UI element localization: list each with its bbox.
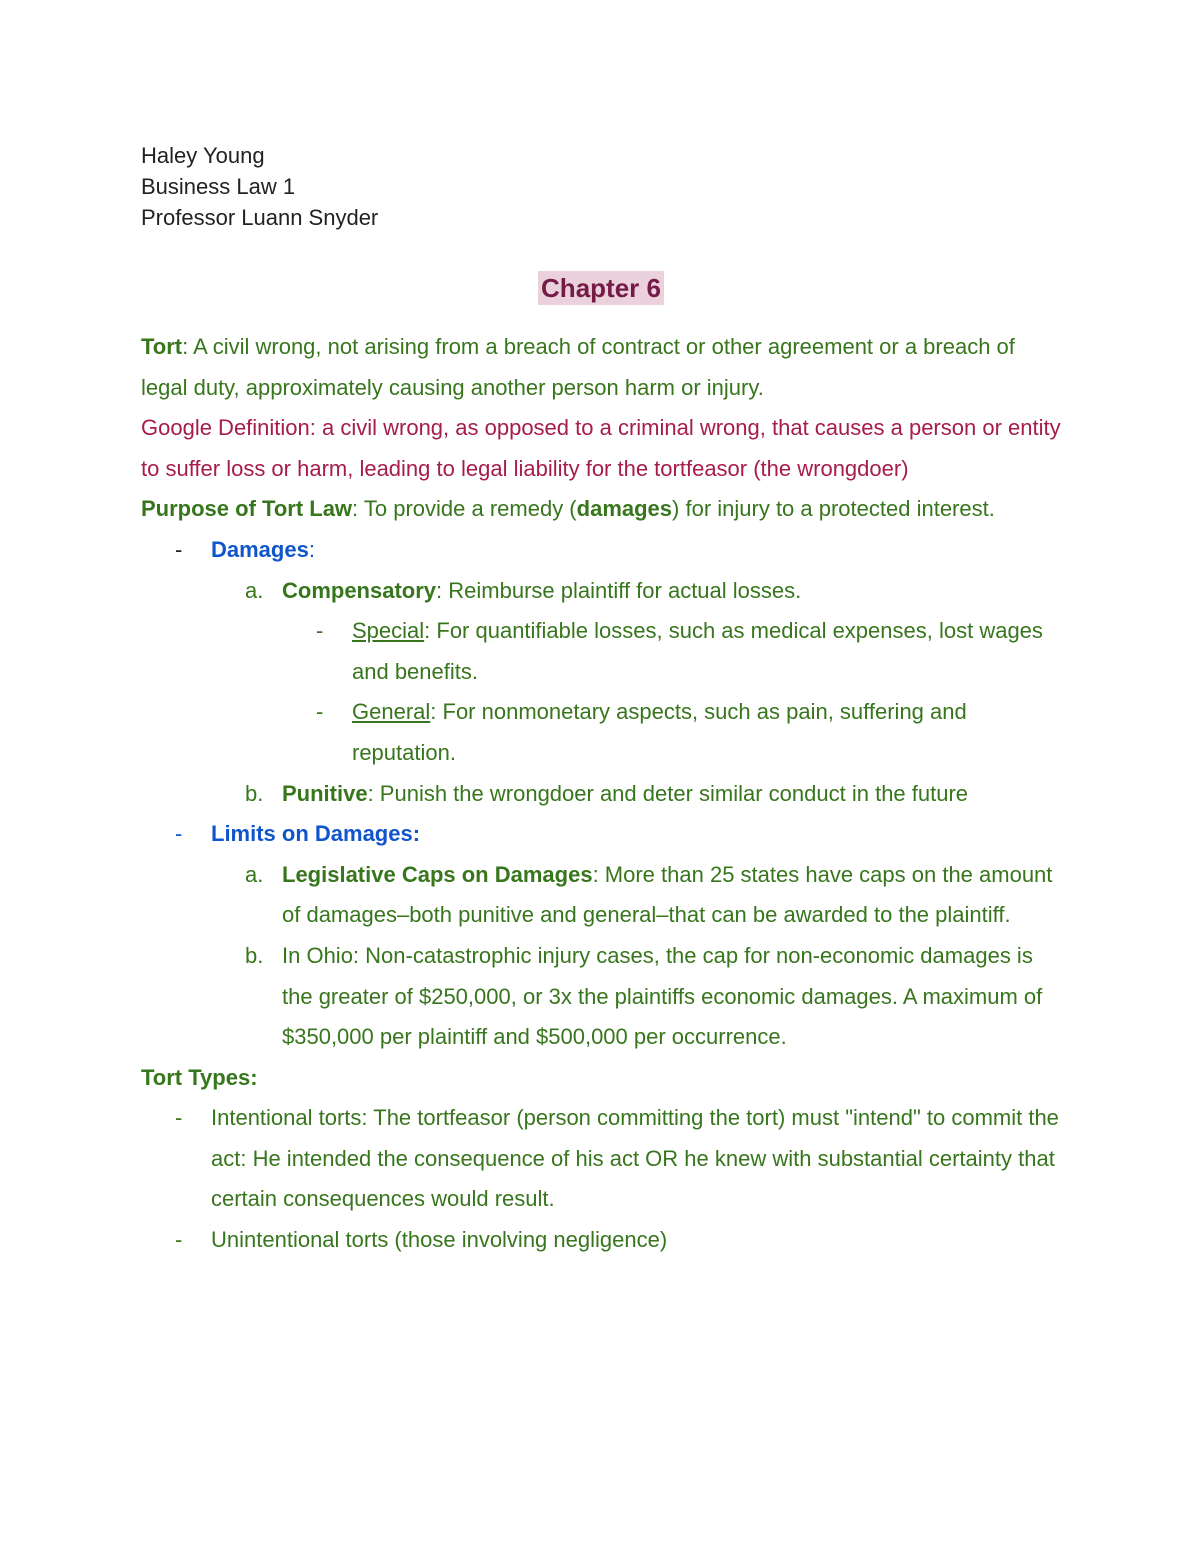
- unintentional-torts-text: Unintentional torts (those involving negligence): [211, 1227, 668, 1253]
- tort-types-title: Tort Types:: [141, 1064, 258, 1090]
- ohio-text: In Ohio: Non-catastrophic injury cases, the cap for non-economic damages is the greater of $250,000, or 3x the plaintiffs economic damages. A maximum of $350,000 per plaintiff and $500,000 per occurrence.: [282, 942, 1043, 1050]
- damages-item: [141, 530, 1061, 571]
- document-page: [141, 140, 1061, 1261]
- punitive-item: [141, 774, 1061, 815]
- special-term: Special: [352, 618, 425, 644]
- ohio-item: [141, 936, 1061, 1058]
- tort-text: : A civil wrong, not arising from a breach of contract or other agreement or a breach of legal duty, approximately causing another person harm or injury.: [141, 334, 1015, 400]
- student-name: Haley Young: [141, 143, 265, 168]
- tort-type-item: [141, 1098, 1061, 1220]
- bullet-marker: -: [175, 821, 183, 847]
- list-marker: a.: [245, 577, 264, 603]
- list-marker: b.: [245, 780, 264, 806]
- chapter-title-block: [141, 266, 1061, 312]
- purpose-bold-word: damages: [576, 496, 673, 522]
- damages-colon: :: [308, 536, 315, 562]
- punitive-text: : Punish the wrongdoer and deter similar conduct in the future: [367, 780, 969, 806]
- tort-types-heading: [141, 1058, 1061, 1099]
- tort-definition: [141, 327, 1061, 408]
- purpose-text-before: : To provide a remedy (: [352, 496, 577, 522]
- limits-heading: Limits on Damages:: [211, 821, 421, 847]
- professor-name: Professor Luann Snyder: [141, 205, 379, 230]
- purpose-of-tort-law: [141, 489, 1061, 530]
- bullet-marker: -: [316, 699, 324, 725]
- bullet-marker: -: [175, 1227, 183, 1253]
- special-text: : For quantifiable losses, such as medical expenses, lost wages and benefits.: [352, 618, 1043, 684]
- general-item: [141, 692, 1061, 773]
- caps-text: : More than 25 states have caps on the amount of damages–both punitive and general–that can be awarded to the plaintiff.: [282, 861, 1053, 928]
- list-marker: b.: [245, 942, 264, 968]
- compensatory-term: Compensatory: [282, 577, 437, 603]
- purpose-text-after: ) for injury to a protected interest.: [672, 496, 995, 522]
- bullet-marker: -: [175, 1105, 183, 1131]
- list-marker: a.: [245, 861, 264, 887]
- compensatory-item: [141, 571, 1061, 612]
- limits-item: [141, 814, 1061, 855]
- chapter-title: Chapter 6: [538, 271, 664, 305]
- course-name: Business Law 1: [141, 174, 296, 199]
- general-text: : For nonmonetary aspects, such as pain, suffering and reputation.: [352, 699, 967, 765]
- caps-item: [141, 855, 1061, 936]
- purpose-term: Purpose of Tort Law: [141, 496, 353, 522]
- bullet-marker: -: [175, 536, 183, 562]
- damages-heading: Damages: [211, 536, 309, 562]
- student-header: [141, 140, 1061, 233]
- punitive-term: Punitive: [282, 780, 368, 806]
- general-term: General: [352, 699, 431, 725]
- special-item: [141, 611, 1061, 692]
- intentional-torts-text: Intentional torts: The tortfeasor (person committing the tort) must "intend" to commit the act: He intended the consequence of his act OR he knew with substantial certainty that certain consequences would result.: [211, 1105, 1059, 1212]
- tort-term: Tort: [141, 334, 183, 359]
- tort-type-item: [141, 1220, 1061, 1261]
- caps-term: Legislative Caps on Damages: [282, 861, 593, 887]
- compensatory-text: : Reimburse plaintiff for actual losses.: [436, 577, 802, 603]
- notes-body: [141, 327, 1061, 1261]
- google-definition: Google Definition: a civil wrong, as opposed to a criminal wrong, that causes a person or entity to suffer loss or harm, leading to legal liability for the tortfeasor (the wrongdoer): [141, 415, 1061, 481]
- bullet-marker: -: [316, 618, 324, 644]
